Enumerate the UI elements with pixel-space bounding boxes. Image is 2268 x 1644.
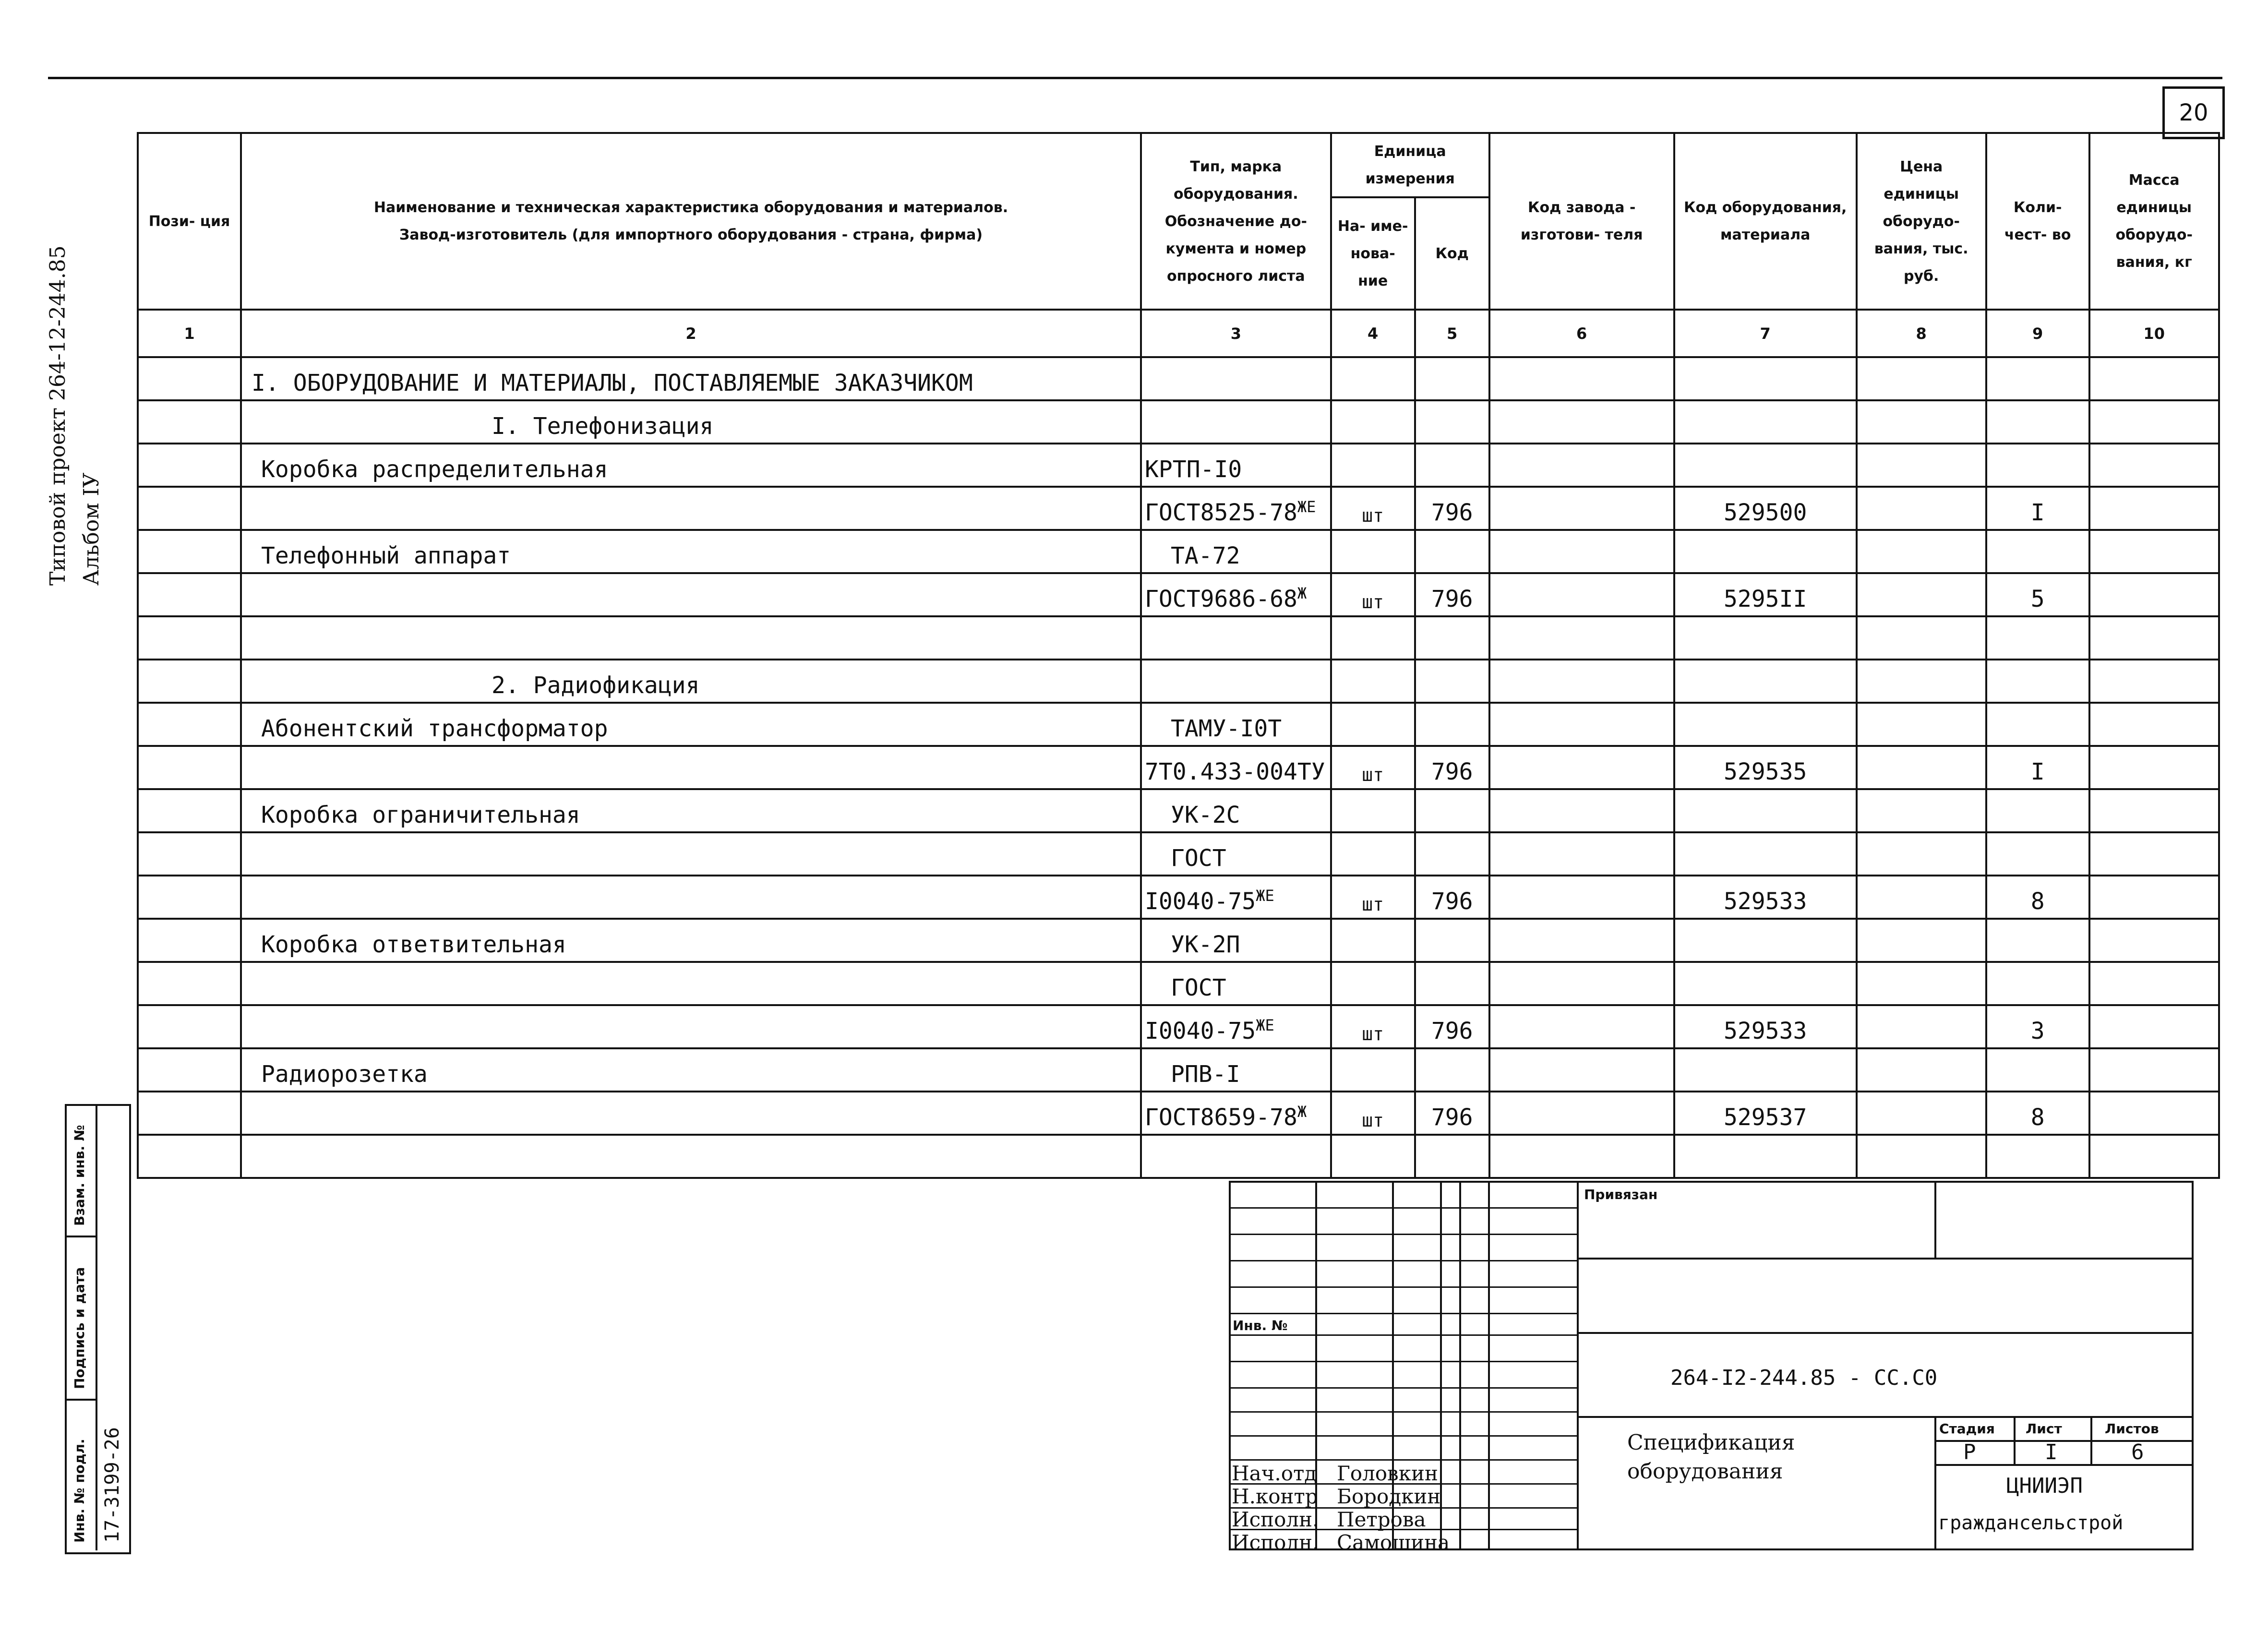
price-cell <box>1857 876 1986 919</box>
material-code <box>1674 789 1857 832</box>
approval-stamp <box>65 1104 131 1554</box>
table-row <box>138 789 2219 832</box>
item-name <box>241 1005 1141 1048</box>
material-code: 529535 <box>1674 746 1857 789</box>
position-cell <box>138 789 241 832</box>
table-row <box>138 400 2219 444</box>
quantity-cell <box>1986 530 2089 573</box>
position-cell <box>138 1092 241 1135</box>
unit-name <box>1331 789 1415 832</box>
column-number: 4 <box>1331 310 1415 357</box>
column-number: 2 <box>241 310 1141 357</box>
plant-code <box>1489 919 1674 962</box>
quantity-cell <box>1986 616 2089 660</box>
mass-cell <box>2089 660 2219 703</box>
document-code: 264-I2-244.85 - СС.С0 <box>1670 1366 1938 1390</box>
price-cell <box>1857 789 1986 832</box>
unit-code: 796 <box>1415 573 1489 616</box>
title-block <box>1229 1181 2194 1554</box>
item-type: 7Т0.433-004ТУ <box>1141 746 1331 789</box>
stamp-number: 17-3199-26 <box>101 1427 123 1543</box>
quantity-cell: 3 <box>1986 1005 2089 1048</box>
quantity-cell: 5 <box>1986 573 2089 616</box>
item-type: $I0040-75^{ЖЕ}$ <box>1141 1005 1331 1048</box>
plant-code <box>1489 660 1674 703</box>
quantity-cell <box>1986 789 2089 832</box>
material-code <box>1674 530 1857 573</box>
header-plant-code: Код завода - изготови- теля <box>1489 133 1674 310</box>
plant-code <box>1489 1048 1674 1092</box>
price-cell <box>1857 660 1986 703</box>
stamp-podpis: Подпись и дата <box>72 1267 87 1389</box>
material-code <box>1674 919 1857 962</box>
price-cell <box>1857 919 1986 962</box>
unit-name <box>1331 400 1415 444</box>
signer-role: Н.контр <box>1232 1485 1318 1508</box>
mass-cell <box>2089 832 2219 876</box>
table-row <box>138 1135 2219 1178</box>
signer-name: Самошина <box>1337 1531 1450 1554</box>
quantity-cell <box>1986 1135 2089 1178</box>
header-name-line1: Наименование и техническая характеристика оборудования и материалов. <box>373 199 1008 216</box>
table-row <box>138 660 2219 703</box>
mass-cell <box>2089 573 2219 616</box>
material-code: 529537 <box>1674 1092 1857 1135</box>
material-code <box>1674 616 1857 660</box>
material-code <box>1674 357 1857 400</box>
table-row <box>138 530 2219 573</box>
unit-code <box>1415 357 1489 400</box>
item-type: ГОСТ <box>1141 962 1331 1005</box>
unit-code <box>1415 1048 1489 1092</box>
column-number: 3 <box>1141 310 1331 357</box>
unit-name <box>1331 660 1415 703</box>
quantity-cell <box>1986 703 2089 746</box>
plant-code <box>1489 357 1674 400</box>
unit-code: 796 <box>1415 1005 1489 1048</box>
price-cell <box>1857 832 1986 876</box>
unit-code <box>1415 962 1489 1005</box>
material-code <box>1674 1048 1857 1092</box>
quantity-cell: 8 <box>1986 876 2089 919</box>
mass-cell <box>2089 616 2219 660</box>
item-type <box>1141 1135 1331 1178</box>
position-cell <box>138 530 241 573</box>
unit-name <box>1331 1135 1415 1178</box>
column-numbers-row <box>138 310 2219 357</box>
unit-code: 796 <box>1415 746 1489 789</box>
plant-code <box>1489 530 1674 573</box>
mass-cell <box>2089 789 2219 832</box>
item-name: I. Телефонизация <box>241 400 1141 444</box>
plant-code <box>1489 703 1674 746</box>
column-number: 7 <box>1674 310 1857 357</box>
item-name <box>241 746 1141 789</box>
item-name: Коробка распределительная <box>241 444 1141 487</box>
price-cell <box>1857 357 1986 400</box>
quantity-cell <box>1986 1048 2089 1092</box>
header-unit: Единица измерения <box>1331 133 1489 197</box>
mass-cell <box>2089 962 2219 1005</box>
material-code: 529500 <box>1674 487 1857 530</box>
quantity-cell <box>1986 832 2089 876</box>
price-cell <box>1857 1048 1986 1092</box>
item-type <box>1141 357 1331 400</box>
position-cell <box>138 876 241 919</box>
material-code: 5295II <box>1674 573 1857 616</box>
material-code <box>1674 400 1857 444</box>
position-cell <box>138 1135 241 1178</box>
unit-name <box>1331 832 1415 876</box>
plant-code <box>1489 789 1674 832</box>
unit-name: шт <box>1331 746 1415 789</box>
signer-role: Исполн. <box>1232 1508 1319 1531</box>
unit-code: 796 <box>1415 876 1489 919</box>
organization-line2: граждансельстрой <box>1938 1512 2124 1534</box>
header-price: Цена единицы оборудо- вания, тыс. руб. <box>1857 133 1986 310</box>
position-cell <box>138 444 241 487</box>
price-cell <box>1857 616 1986 660</box>
unit-name: шт <box>1331 487 1415 530</box>
item-name <box>241 1092 1141 1135</box>
plant-code <box>1489 573 1674 616</box>
unit-code <box>1415 1135 1489 1178</box>
listov-label: Листов <box>2105 1421 2159 1437</box>
column-number: 10 <box>2089 310 2219 357</box>
price-cell <box>1857 962 1986 1005</box>
price-cell <box>1857 444 1986 487</box>
quantity-cell <box>1986 962 2089 1005</box>
plant-code <box>1489 1005 1674 1048</box>
quantity-cell <box>1986 400 2089 444</box>
unit-name <box>1331 1048 1415 1092</box>
unit-name <box>1331 357 1415 400</box>
item-name: Абонентский трансформатор <box>241 703 1141 746</box>
item-type: $ГОСТ8659-78^Ж$ <box>1141 1092 1331 1135</box>
position-cell <box>138 703 241 746</box>
unit-code <box>1415 919 1489 962</box>
mass-cell <box>2089 530 2219 573</box>
table-row <box>138 616 2219 660</box>
material-code <box>1674 444 1857 487</box>
specification-table <box>137 132 2220 1179</box>
item-name: I. ОБОРУДОВАНИЕ И МАТЕРИАЛЫ, ПОСТАВЛЯЕМЫЕ ЗАКАЗЧИКОМ <box>241 357 1141 400</box>
position-cell <box>138 1048 241 1092</box>
inv-no-label: Инв. № <box>1233 1318 1288 1333</box>
position-cell <box>138 962 241 1005</box>
mass-cell <box>2089 357 2219 400</box>
header-quantity: Коли- чест- во <box>1986 133 2089 310</box>
header-row-1 <box>138 133 2219 197</box>
stadiya-value: Р <box>1963 1440 1976 1464</box>
item-name: Коробка ответвительная <box>241 919 1141 962</box>
mass-cell <box>2089 1092 2219 1135</box>
plant-code <box>1489 616 1674 660</box>
price-cell <box>1857 573 1986 616</box>
table-row <box>138 357 2219 400</box>
item-type: ГОСТ <box>1141 832 1331 876</box>
item-name: 2. Радиофикация <box>241 660 1141 703</box>
quantity-cell <box>1986 444 2089 487</box>
document-title-line2: оборудования <box>1627 1459 1783 1484</box>
unit-code <box>1415 703 1489 746</box>
plant-code <box>1489 444 1674 487</box>
item-type: ТАМУ-I0Т <box>1141 703 1331 746</box>
table-row <box>138 1048 2219 1092</box>
unit-code <box>1415 832 1489 876</box>
unit-name <box>1331 962 1415 1005</box>
item-type <box>1141 400 1331 444</box>
stamp-inv-podl: Инв. № подл. <box>72 1439 87 1543</box>
item-type: УК-2С <box>1141 789 1331 832</box>
mass-cell <box>2089 703 2219 746</box>
page-number: 20 <box>2162 86 2225 139</box>
price-cell <box>1857 746 1986 789</box>
column-number: 1 <box>138 310 241 357</box>
mass-cell <box>2089 1048 2219 1092</box>
list-label: Лист <box>2026 1421 2062 1437</box>
unit-code <box>1415 530 1489 573</box>
mass-cell <box>2089 1005 2219 1048</box>
position-cell <box>138 832 241 876</box>
material-code: 529533 <box>1674 1005 1857 1048</box>
position-cell <box>138 746 241 789</box>
header-name <box>241 133 1141 310</box>
table-row <box>138 703 2219 746</box>
header-mass: Масса единицы оборудо- вания, кг <box>2089 133 2219 310</box>
header-material-code: Код оборудования, материала <box>1674 133 1857 310</box>
top-border-line <box>48 77 2222 79</box>
signer-name: Бородкин <box>1337 1485 1441 1508</box>
unit-name <box>1331 530 1415 573</box>
signer-name: Головкин <box>1337 1462 1438 1485</box>
quantity-cell <box>1986 357 2089 400</box>
item-name <box>241 487 1141 530</box>
unit-code <box>1415 616 1489 660</box>
item-name <box>241 616 1141 660</box>
material-code <box>1674 660 1857 703</box>
mass-cell <box>2089 876 2219 919</box>
table-row <box>138 962 2219 1005</box>
unit-name <box>1331 616 1415 660</box>
mass-cell <box>2089 400 2219 444</box>
unit-code <box>1415 400 1489 444</box>
position-cell <box>138 919 241 962</box>
column-number: 9 <box>1986 310 2089 357</box>
price-cell <box>1857 487 1986 530</box>
item-name: Телефонный аппарат <box>241 530 1141 573</box>
table-row <box>138 832 2219 876</box>
privyazan-label: Привязан <box>1584 1187 1658 1202</box>
signer-role: Нач.отд <box>1232 1462 1317 1485</box>
unit-code: 796 <box>1415 1092 1489 1135</box>
list-value: I <box>2045 1440 2058 1464</box>
position-cell <box>138 400 241 444</box>
unit-name: шт <box>1331 876 1415 919</box>
price-cell <box>1857 400 1986 444</box>
signer-name: Петрова <box>1337 1508 1426 1531</box>
plant-code <box>1489 876 1674 919</box>
table-row <box>138 1005 2219 1048</box>
document-title-line1: Спецификация <box>1627 1430 1795 1455</box>
table-row <box>138 573 2219 616</box>
project-label: Типовой проект 264-12-244.85 <box>46 245 70 586</box>
item-type: УК-2П <box>1141 919 1331 962</box>
price-cell <box>1857 1092 1986 1135</box>
album-label: Альбом IУ <box>79 472 104 586</box>
table-row <box>138 1092 2219 1135</box>
price-cell <box>1857 530 1986 573</box>
material-code <box>1674 832 1857 876</box>
plant-code <box>1489 1092 1674 1135</box>
item-name: Радиорозетка <box>241 1048 1141 1092</box>
table-row <box>138 487 2219 530</box>
signer-role: Исполн. <box>1232 1531 1319 1554</box>
item-name: Коробка ограничительная <box>241 789 1141 832</box>
unit-name <box>1331 444 1415 487</box>
stadiya-label: Стадия <box>1939 1421 1995 1437</box>
quantity-cell: I <box>1986 746 2089 789</box>
plant-code <box>1489 487 1674 530</box>
item-name <box>241 962 1141 1005</box>
unit-name: шт <box>1331 1005 1415 1048</box>
table-row <box>138 444 2219 487</box>
plant-code <box>1489 1135 1674 1178</box>
header-type: Тип, марка оборудования. Обозначение до- кумента и номер опросного листа <box>1141 133 1331 310</box>
unit-name <box>1331 703 1415 746</box>
plant-code <box>1489 746 1674 789</box>
listov-value: 6 <box>2131 1440 2144 1464</box>
position-cell <box>138 616 241 660</box>
material-code <box>1674 703 1857 746</box>
header-name-line2: Завод-изготовитель (для импортного оборудования - страна, фирма) <box>399 227 983 243</box>
item-name <box>241 876 1141 919</box>
position-cell <box>138 660 241 703</box>
item-type: КРТП-I0 <box>1141 444 1331 487</box>
header-unit-code: Код <box>1415 197 1489 310</box>
unit-code <box>1415 444 1489 487</box>
mass-cell <box>2089 919 2219 962</box>
unit-code <box>1415 789 1489 832</box>
item-type: $ГОСТ9686-68^Ж$ <box>1141 573 1331 616</box>
material-code: 529533 <box>1674 876 1857 919</box>
item-type: ТА-72 <box>1141 530 1331 573</box>
position-cell <box>138 487 241 530</box>
item-type <box>1141 616 1331 660</box>
plant-code <box>1489 962 1674 1005</box>
column-number: 5 <box>1415 310 1489 357</box>
position-cell <box>138 357 241 400</box>
unit-name <box>1331 919 1415 962</box>
column-number: 8 <box>1857 310 1986 357</box>
mass-cell <box>2089 444 2219 487</box>
price-cell <box>1857 1005 1986 1048</box>
quantity-cell: 8 <box>1986 1092 2089 1135</box>
header-unit-name: На- име- нова- ние <box>1331 197 1415 310</box>
position-cell <box>138 1005 241 1048</box>
stamp-vzam: Взам. инв. № <box>72 1125 87 1226</box>
item-name <box>241 832 1141 876</box>
mass-cell <box>2089 1135 2219 1178</box>
unit-code <box>1415 660 1489 703</box>
quantity-cell: I <box>1986 487 2089 530</box>
organization-line1: ЦНИИЭП <box>2006 1474 2083 1498</box>
price-cell <box>1857 1135 1986 1178</box>
item-type: РПВ-I <box>1141 1048 1331 1092</box>
position-cell <box>138 573 241 616</box>
plant-code <box>1489 400 1674 444</box>
table-row <box>138 876 2219 919</box>
unit-code: 796 <box>1415 487 1489 530</box>
quantity-cell <box>1986 919 2089 962</box>
table-row <box>138 746 2219 789</box>
mass-cell <box>2089 746 2219 789</box>
quantity-cell <box>1986 660 2089 703</box>
header-position: Пози- ция <box>138 133 241 310</box>
table-row <box>138 919 2219 962</box>
price-cell <box>1857 703 1986 746</box>
mass-cell <box>2089 487 2219 530</box>
item-type: $ГОСТ8525-78^{ЖЕ}$ <box>1141 487 1331 530</box>
plant-code <box>1489 832 1674 876</box>
column-number: 6 <box>1489 310 1674 357</box>
material-code <box>1674 1135 1857 1178</box>
item-name <box>241 573 1141 616</box>
unit-name: шт <box>1331 1092 1415 1135</box>
item-type <box>1141 660 1331 703</box>
item-name <box>241 1135 1141 1178</box>
item-type: $I0040-75^{ЖЕ}$ <box>1141 876 1331 919</box>
material-code <box>1674 962 1857 1005</box>
unit-name: шт <box>1331 573 1415 616</box>
